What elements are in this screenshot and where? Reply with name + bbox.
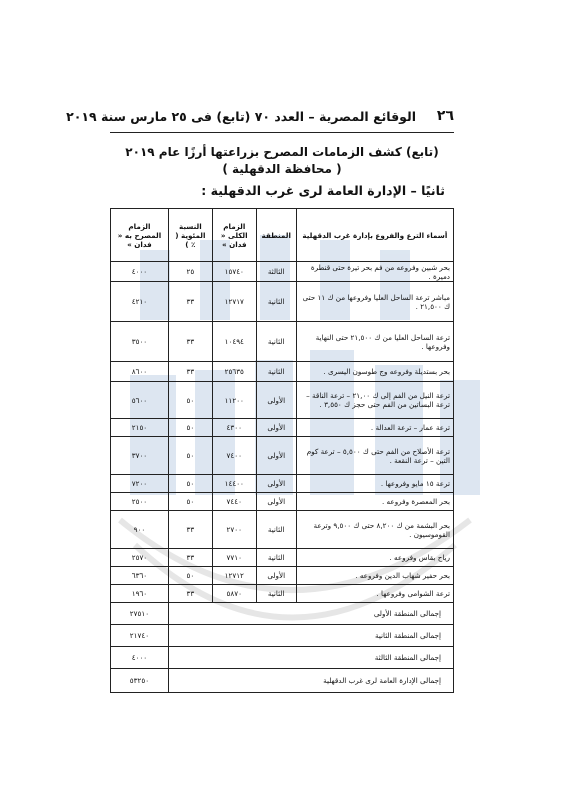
cell-total: ٢٧٠٠ bbox=[212, 511, 256, 549]
summary-label: إجمالى المنطقة الثالثة bbox=[168, 647, 453, 669]
cell-region: الثالثة bbox=[256, 262, 296, 282]
table-row bbox=[111, 382, 454, 419]
cell-pct: ٣٣ bbox=[168, 362, 212, 382]
cell-total: ١٥٧٤٠ bbox=[212, 262, 256, 282]
table-header-row bbox=[111, 209, 454, 262]
cell-name: مباشر ترعة الساحل العليا وفروعها من ك ١١ حتى ك ٢١,٥٠٠ . bbox=[296, 282, 453, 322]
cell-name: ترعة النيل من الفم إلى ك ٢١,٠٠ – ترعة الناقة – ترعة البساتين من الفم حتى حجز ك ٣,٥٥٠ . bbox=[296, 382, 453, 419]
table-row bbox=[111, 262, 454, 282]
cell-name: بحر بستديلة وفروعه وج طوسون اليسرى . bbox=[296, 362, 453, 382]
cell-total: ١٤٤٠٠ bbox=[212, 475, 256, 493]
cell-pct: ٥٠ bbox=[168, 493, 212, 511]
col-header-pct: النسبة المئوية ( ٪ ) bbox=[168, 209, 212, 262]
col-header-total: الزمام الكلى « فدان » bbox=[212, 209, 256, 262]
cell-permitted: ٣٥٠٠ bbox=[111, 322, 169, 362]
page-header bbox=[66, 108, 454, 130]
cell-region: الأولى bbox=[256, 475, 296, 493]
cell-region: الأولى bbox=[256, 437, 296, 475]
cell-region: الثانية bbox=[256, 362, 296, 382]
cell-permitted: ٢٥٠٠ bbox=[111, 493, 169, 511]
cell-permitted: ٩٠٠ bbox=[111, 511, 169, 549]
cell-permitted: ١٩٦٠ bbox=[111, 585, 169, 603]
summary-value: ٢٧٥١٠ bbox=[111, 603, 169, 625]
cell-region: الثانية bbox=[256, 322, 296, 362]
cell-region: الثانية bbox=[256, 585, 296, 603]
table-row bbox=[111, 493, 454, 511]
cell-total: ١٢٧١٢ bbox=[212, 567, 256, 585]
cell-permitted: ٤٢١٠ bbox=[111, 282, 169, 322]
cell-total: ٢٥٦٣٥ bbox=[212, 362, 256, 382]
cell-name: ترعة الأصلاح من الفم حتى ك ٥,٥٠٠ – ترعة كوم التين – ترعة النقعة . bbox=[296, 437, 453, 475]
cell-permitted: ٦٣٦٠ bbox=[111, 567, 169, 585]
cell-name: بحر المعصرة وفروعه . bbox=[296, 493, 453, 511]
cell-permitted: ٤٠٠٠ bbox=[111, 262, 169, 282]
summary-label: إجمالى الإدارة العامة لرى غرب الدقهلية bbox=[168, 669, 453, 693]
cell-name: ترعة الشوامى وفروعها . bbox=[296, 585, 453, 603]
cell-pct: ٥٠ bbox=[168, 382, 212, 419]
table-row bbox=[111, 511, 454, 549]
col-header-region: المنطقة bbox=[256, 209, 296, 262]
cell-name: ترعة الساحل العليا من ك ٢١,٥٠٠ حتى النهاية وفروعها . bbox=[296, 322, 453, 362]
cell-region: الثانية bbox=[256, 282, 296, 322]
table-row bbox=[111, 549, 454, 567]
cell-pct: ٥٠ bbox=[168, 419, 212, 437]
running-title: الوقائع المصرية – العدد ٧٠ (تابع) فى ٢٥ مارس سنة ٢٠١٩ bbox=[66, 109, 416, 124]
cell-pct: ٣٣ bbox=[168, 282, 212, 322]
document-title: (تابع) كشف الزمامات المصرح بزراعتها أرزًا عام ٢٠١٩ bbox=[125, 145, 439, 159]
cell-permitted: ٥٦٠٠ bbox=[111, 382, 169, 419]
rice-area-table bbox=[110, 208, 454, 693]
summary-row bbox=[111, 669, 454, 693]
header-rule bbox=[110, 132, 454, 133]
cell-pct: ٢٥ bbox=[168, 262, 212, 282]
summary-value: ٤٠٠٠ bbox=[111, 647, 169, 669]
table-row bbox=[111, 567, 454, 585]
summary-row bbox=[111, 603, 454, 625]
cell-pct: ٥٠ bbox=[168, 437, 212, 475]
cell-pct: ٣٣ bbox=[168, 511, 212, 549]
table-row bbox=[111, 362, 454, 382]
cell-name: بحر البشمة من ك ٨,٢٠٠ حتى ك ٩,٥٠٠ وترعة القوموسيون . bbox=[296, 511, 453, 549]
cell-pct: ٣٣ bbox=[168, 549, 212, 567]
cell-permitted: ٣٧٠٠ bbox=[111, 437, 169, 475]
cell-region: الثانية bbox=[256, 549, 296, 567]
table-row bbox=[111, 475, 454, 493]
cell-region: الأولى bbox=[256, 419, 296, 437]
cell-name: بحر حفير شهاب الدين وفروعه . bbox=[296, 567, 453, 585]
document-subtitle: ( محافظة الدقهلية ) bbox=[222, 162, 342, 176]
cell-name: رياح بقاس وفروعه . bbox=[296, 549, 453, 567]
table-row bbox=[111, 585, 454, 603]
cell-total: ٧٧١٠ bbox=[212, 549, 256, 567]
table-row bbox=[111, 282, 454, 322]
cell-region: الثانية bbox=[256, 511, 296, 549]
col-header-name: أسماء الترع والفروع بإدارة غرب الدقهلية bbox=[296, 209, 453, 262]
cell-permitted: ٢١٥٠ bbox=[111, 419, 169, 437]
cell-permitted: ٢٥٧٠ bbox=[111, 549, 169, 567]
summary-label: إجمالى المنطقة الثانية bbox=[168, 625, 453, 647]
table-row bbox=[111, 419, 454, 437]
cell-region: الأولى bbox=[256, 382, 296, 419]
page-number: ٢٦ bbox=[436, 108, 454, 124]
col-header-permitted: الزمام المصرح به « فدان » bbox=[111, 209, 169, 262]
cell-permitted: ٧٢٠٠ bbox=[111, 475, 169, 493]
cell-total: ٥٨٧٠ bbox=[212, 585, 256, 603]
summary-row bbox=[111, 625, 454, 647]
cell-pct: ٥٠ bbox=[168, 475, 212, 493]
summary-row bbox=[111, 647, 454, 669]
cell-total: ٤٣٠٠ bbox=[212, 419, 256, 437]
cell-region: الأولى bbox=[256, 493, 296, 511]
cell-total: ١٢٧١٧ bbox=[212, 282, 256, 322]
summary-value: ٥٣٢٥٠ bbox=[111, 669, 169, 693]
section-heading: ثانيًا – الإدارة العامة لرى غرب الدقهلية : bbox=[201, 183, 445, 198]
cell-total: ٧٤٠٠ bbox=[212, 437, 256, 475]
cell-total: ٧٤٤٠ bbox=[212, 493, 256, 511]
cell-name: ترعة ١٥ مايو وفروعها . bbox=[296, 475, 453, 493]
cell-name: بحر شبين وفروعه من فم بحر تيرة حتى قنطرة دميرة . bbox=[296, 262, 453, 282]
cell-total: ١٠٤٩٤ bbox=[212, 322, 256, 362]
cell-region: الأولى bbox=[256, 567, 296, 585]
summary-label: إجمالى المنطقة الأولى bbox=[168, 603, 453, 625]
cell-pct: ٣٣ bbox=[168, 322, 212, 362]
cell-name: ترعة عمار – ترعة العدالة . bbox=[296, 419, 453, 437]
summary-value: ٢١٧٤٠ bbox=[111, 625, 169, 647]
table-row bbox=[111, 437, 454, 475]
cell-permitted: ٨٦٠٠ bbox=[111, 362, 169, 382]
cell-pct: ٣٣ bbox=[168, 585, 212, 603]
table-row bbox=[111, 322, 454, 362]
cell-pct: ٥٠ bbox=[168, 567, 212, 585]
cell-total: ١١٢٠٠ bbox=[212, 382, 256, 419]
